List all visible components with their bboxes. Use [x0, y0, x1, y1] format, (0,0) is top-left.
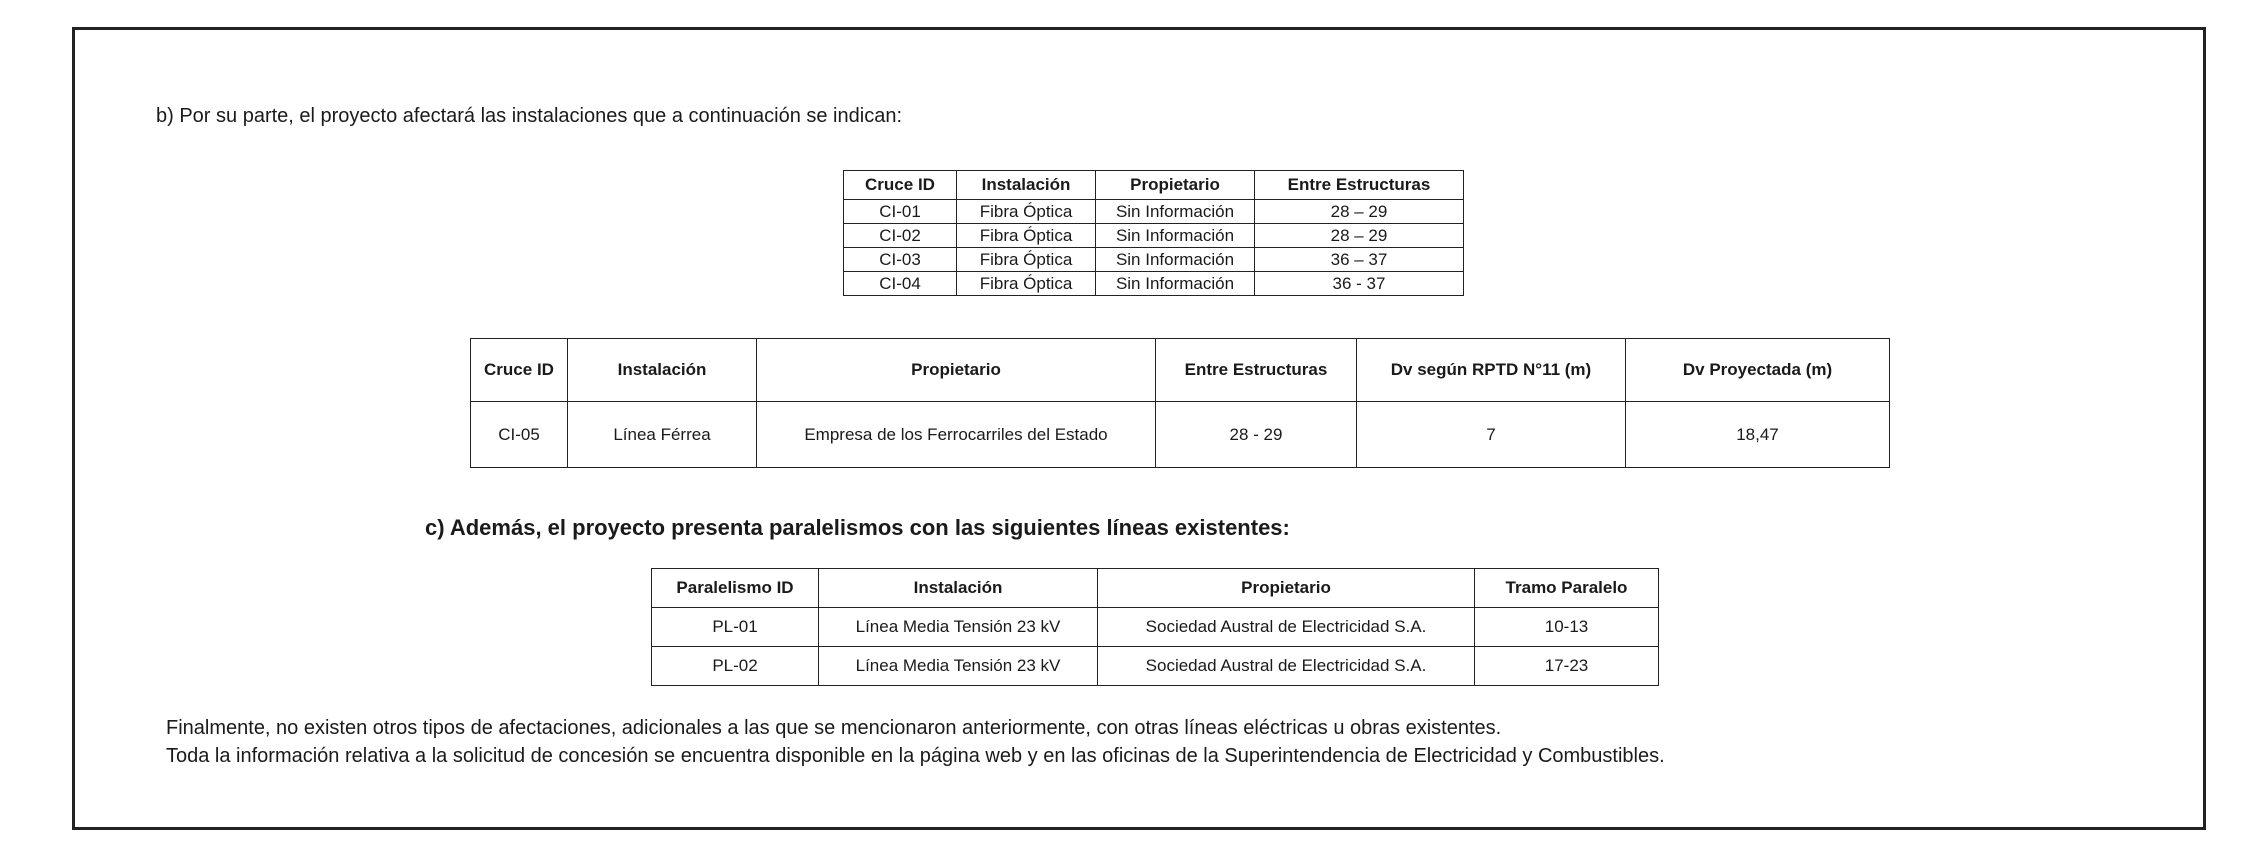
column-header: Instalación	[819, 569, 1098, 608]
column-header: Propietario	[757, 339, 1156, 402]
section-heading-c: c) Además, el proyecto presenta paralelismos con las siguientes líneas existentes:	[425, 515, 1290, 540]
table-cell: Sin Información	[1096, 224, 1255, 248]
column-header: Instalación	[957, 171, 1096, 200]
table-header-row	[471, 339, 1890, 402]
column-header: Propietario	[1096, 171, 1255, 200]
table-cell: CI-05	[471, 402, 568, 468]
table-cell: Fibra Óptica	[957, 248, 1096, 272]
table-row	[471, 402, 1890, 468]
table-row	[844, 224, 1464, 248]
table-cell: 18,47	[1626, 402, 1890, 468]
table-cell: 28 – 29	[1255, 200, 1464, 224]
column-header: Tramo Paralelo	[1475, 569, 1659, 608]
table-cell: Sin Información	[1096, 272, 1255, 296]
table-row	[844, 272, 1464, 296]
table-row	[652, 608, 1659, 647]
table-cell: Sin Información	[1096, 200, 1255, 224]
column-header: Dv según RPTD N°11 (m)	[1357, 339, 1626, 402]
table-cell: 10-13	[1475, 608, 1659, 647]
table-cell: Línea Media Tensión 23 kV	[819, 647, 1098, 686]
table-cell: Fibra Óptica	[957, 200, 1096, 224]
table-cell: 36 – 37	[1255, 248, 1464, 272]
table-cell: CI-03	[844, 248, 957, 272]
table-cell: Fibra Óptica	[957, 224, 1096, 248]
table-cell	[757, 402, 1156, 468]
table-cell: PL-02	[652, 647, 819, 686]
table-header-row	[844, 171, 1464, 200]
table-cell: Sociedad Austral de Electricidad S.A.	[1098, 608, 1475, 647]
table-cell: Sociedad Austral de Electricidad S.A.	[1098, 647, 1475, 686]
table-row	[844, 248, 1464, 272]
column-header: Cruce ID	[844, 171, 957, 200]
table-row	[652, 647, 1659, 686]
column-header: Cruce ID	[471, 339, 568, 402]
column-header: Instalación	[568, 339, 757, 402]
table-cell: CI-04	[844, 272, 957, 296]
table-cell: 28 – 29	[1255, 224, 1464, 248]
column-header: Propietario	[1098, 569, 1475, 608]
closing-paragraph-2: Toda la información relativa a la solicitud de concesión se encuentra disponible en la página web y en las oficinas de la Superintendencia de Electricidad y Combustibles.	[166, 745, 1665, 767]
column-header: Dv Proyectada (m)	[1626, 339, 1890, 402]
owner-text: Empresa de los Ferrocarriles del Estado	[804, 424, 1108, 444]
crossings-table	[843, 170, 1464, 296]
table-row	[844, 200, 1464, 224]
table-cell: Línea Férrea	[568, 402, 757, 468]
table-cell: 7	[1357, 402, 1626, 468]
railway-crossing-table	[470, 338, 1890, 468]
table-cell: CI-01	[844, 200, 957, 224]
intro-paragraph-b: b) Por su parte, el proyecto afectará las instalaciones que a continuación se indican:	[156, 105, 902, 127]
table-cell: PL-01	[652, 608, 819, 647]
column-header: Paralelismo ID	[652, 569, 819, 608]
table-cell: Fibra Óptica	[957, 272, 1096, 296]
table-cell: 28 - 29	[1156, 402, 1357, 468]
table-cell: 17-23	[1475, 647, 1659, 686]
table-cell: Sin Información	[1096, 248, 1255, 272]
parallelisms-table	[651, 568, 1659, 686]
table-cell: Línea Media Tensión 23 kV	[819, 608, 1098, 647]
table-cell: CI-02	[844, 224, 957, 248]
column-header: Entre Estructuras	[1156, 339, 1357, 402]
column-header: Entre Estructuras	[1255, 171, 1464, 200]
table-cell: 36 - 37	[1255, 272, 1464, 296]
table-header-row	[652, 569, 1659, 608]
closing-paragraph-1: Finalmente, no existen otros tipos de afectaciones, adicionales a las que se mencionaron anteriormente, con otras líneas eléctricas u obras existentes.	[166, 717, 1502, 739]
